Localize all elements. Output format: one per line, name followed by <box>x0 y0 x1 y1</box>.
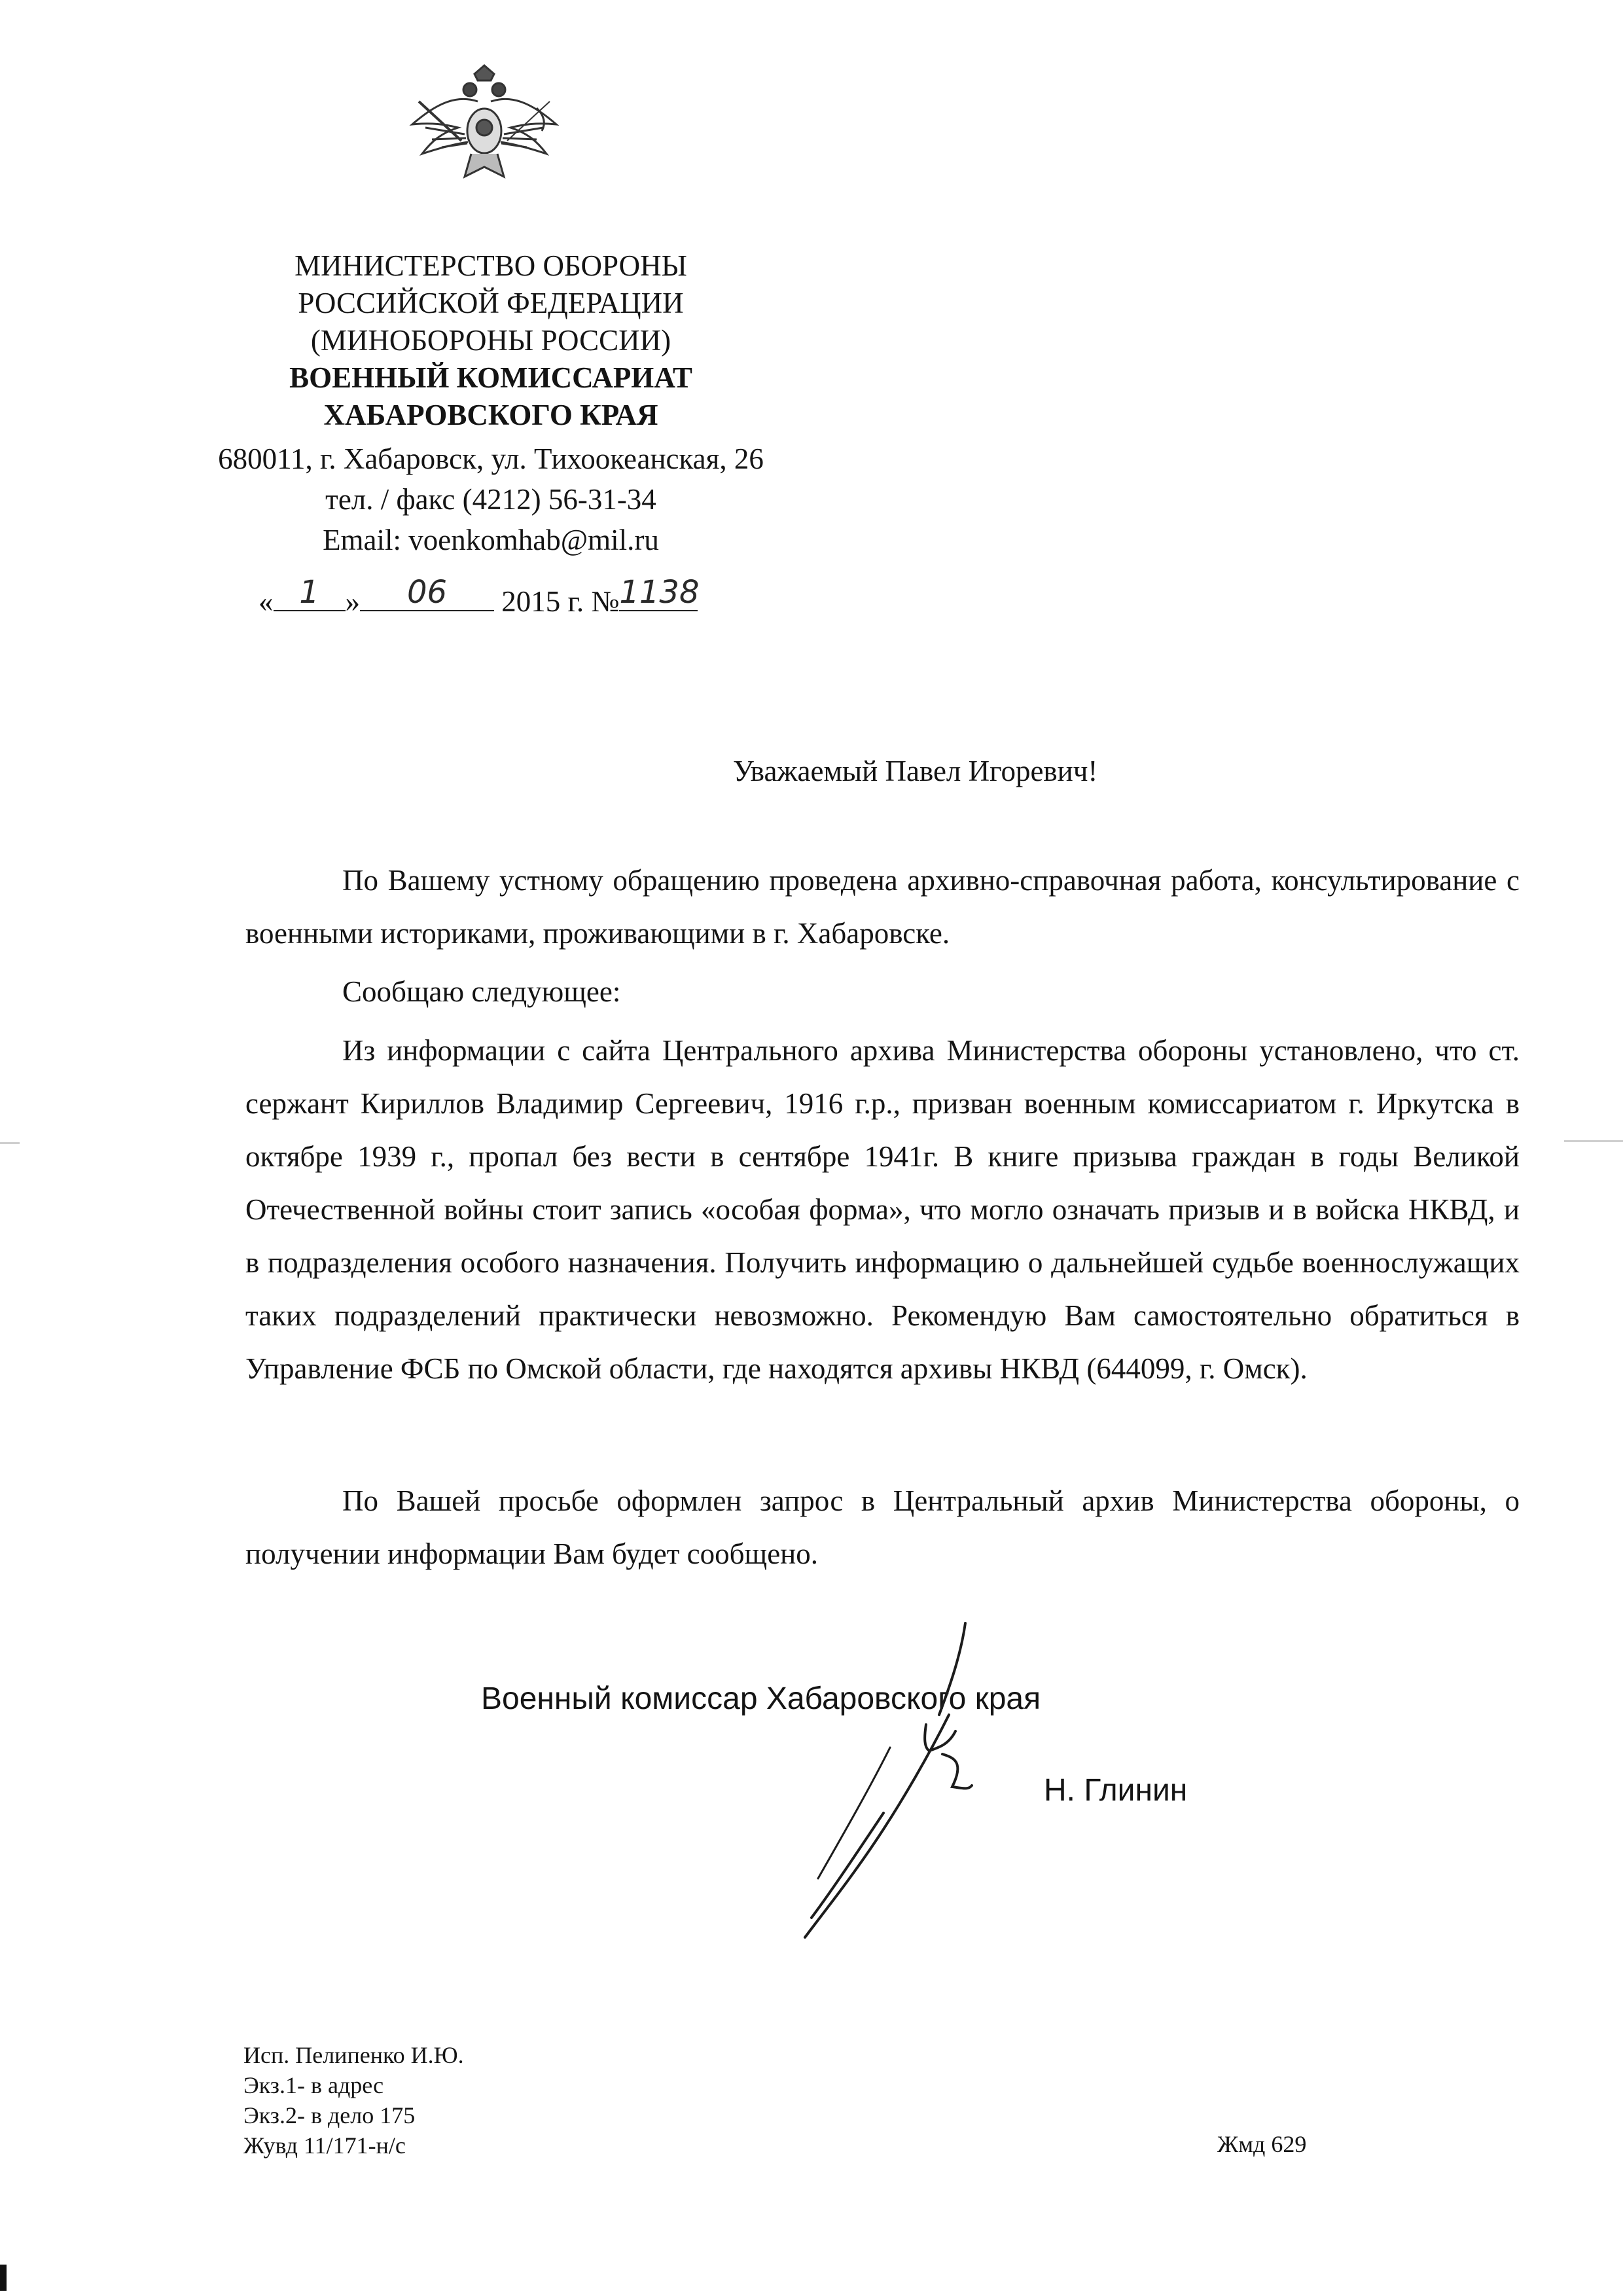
copy-1: Экз.1- в адрес <box>243 2072 384 2098</box>
scan-mark <box>1564 1140 1623 1142</box>
number-sign: № <box>591 585 620 618</box>
doc-number-blank <box>619 574 700 611</box>
greeting: Уважаемый Павел Игоревич! <box>733 755 1098 787</box>
executor-block <box>243 2040 464 2161</box>
body-paragraph-4: По Вашей просьбе оформлен запрос в Центральный архив Министерства обороны, о получении информации Вам будет сообщено. <box>245 1484 1520 1570</box>
letterhead-abbrev: (МИНОБОРОНЫ РОССИИ) <box>310 324 671 357</box>
date-month-blank <box>360 574 494 611</box>
body-paragraph-3: Из информации с сайта Центрального архива Министерства обороны установлено, что ст. сержант Кириллов Владимир Сергеевич, 1916 г.р., призван военным комиссариатом г. Иркутска в октябре 1939 г., пропал без вести в сентябре 1941г. В книге призыва граждан в годы Великой Отечественной войны стоит запись «особая форма», что могло означать призыв и в войска НКВД, и в подразделения особого назначения. Получить информацию о дальнейшей судьбе военнослужащих таких подразделений практически невозможно. Рекомендую Вам самостоятельно обратиться в Управление ФСБ по Омской области, где находятся архивы НКВД (644099, г. Омск). <box>245 1034 1520 1385</box>
date-month: 06 <box>406 574 448 611</box>
signatory-title: Военный комиссар Хабаровского края <box>481 1681 1041 1716</box>
body-paragraph-2: Сообщаю следующее: <box>342 975 621 1008</box>
registry-ref: Жмд 629 <box>1217 2131 1307 2157</box>
letterhead-region: ХАБАРОВСКОГО КРАЯ <box>323 399 658 431</box>
scan-mark <box>0 1142 20 1144</box>
signatory-name: Н. Глинин <box>1044 1773 1188 1808</box>
copy-2: Экз.2- в дело 175 <box>243 2102 416 2128</box>
date-day-blank <box>274 574 346 611</box>
journal-ref: Жувд 11/171-н/с <box>243 2132 406 2159</box>
executor: Исп. Пелипенко И.Ю. <box>243 2042 464 2068</box>
date-number-line <box>259 574 700 620</box>
letterhead-ministry: МИНИСТЕРСТВО ОБОРОНЫ <box>294 249 687 282</box>
scan-mark <box>0 2265 7 2291</box>
date-close-quote: » <box>345 585 360 618</box>
doc-number: 1138 <box>619 574 700 611</box>
date-open-quote: « <box>259 585 274 618</box>
handwritten-signature <box>753 1617 1027 1944</box>
date-day: 1 <box>299 574 319 611</box>
letterhead-email: Email: voenkomhab@mil.ru <box>323 524 659 556</box>
ministry-emblem-icon <box>386 62 582 193</box>
letterhead-phone: тел. / факс (4212) 56-31-34 <box>325 483 656 516</box>
letterhead-federation: РОССИЙСКОЙ ФЕДЕРАЦИИ <box>298 287 684 319</box>
letterhead-commissariat: ВОЕННЫЙ КОМИССАРИАТ <box>289 361 692 394</box>
letterhead-address: 680011, г. Хабаровск, ул. Тихоокеанская, 26 <box>218 442 764 475</box>
body-paragraph-1: По Вашему устному обращению проведена архивно-справочная работа, консультирование с военными историками, проживающими в г. Хабаровске. <box>245 864 1520 950</box>
date-year: 2015 г. <box>501 585 584 618</box>
